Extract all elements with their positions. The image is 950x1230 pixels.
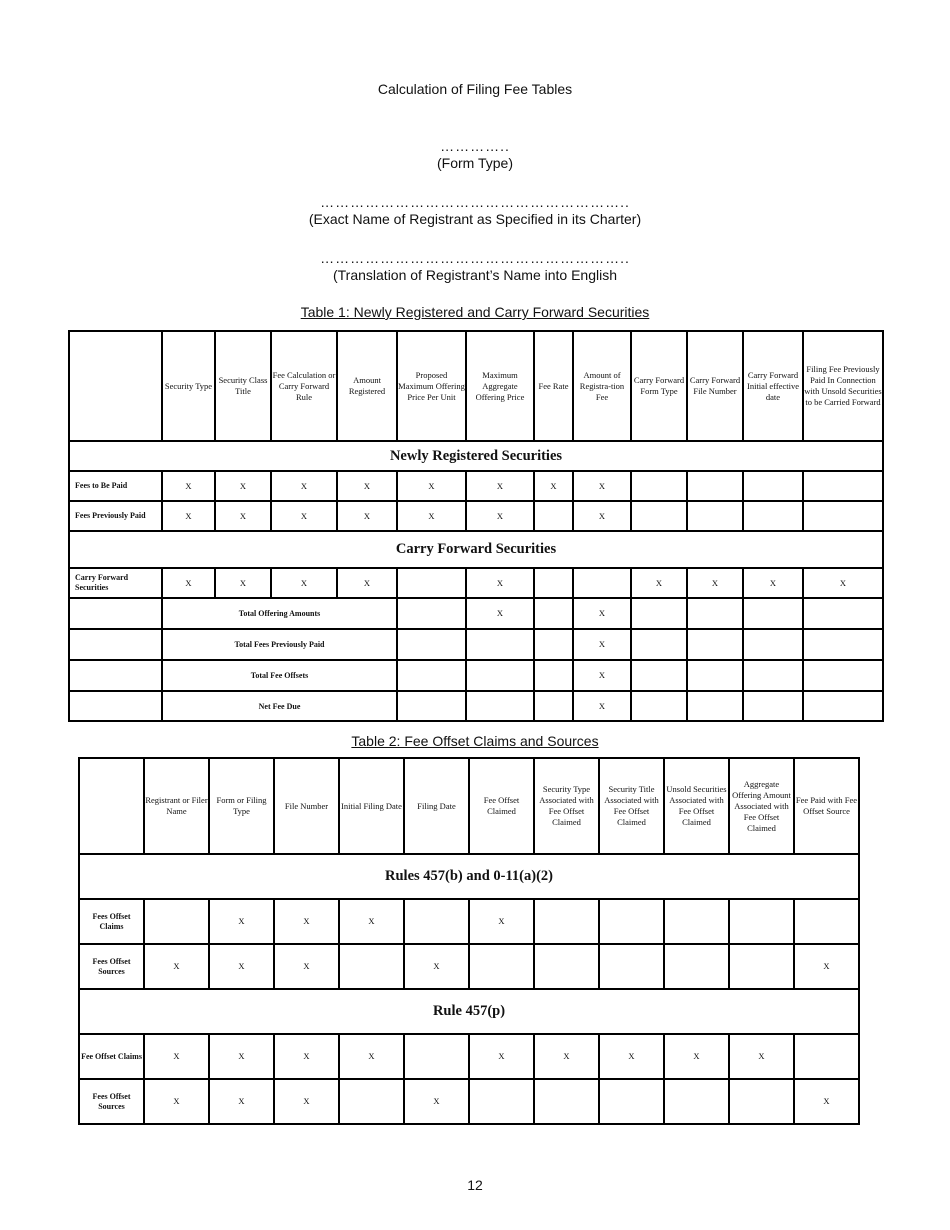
table2-header-cell: Unsold Securities Associated with Fee Offset Claimed (664, 758, 729, 854)
table1-header-cell (69, 331, 162, 441)
table1-header-cell: Carry Forward File Number (687, 331, 743, 441)
table-row (69, 568, 883, 598)
table-cell (534, 568, 573, 598)
table-cell: X (339, 1034, 404, 1079)
table-cell: X (466, 471, 534, 501)
table1-header-cell: Fee Calculation or Carry Forward Rule (271, 331, 337, 441)
total-label: Total Fees Previously Paid (162, 629, 397, 660)
table-cell: X (215, 501, 271, 531)
table-cell (404, 1034, 469, 1079)
table-cell: X (803, 568, 883, 598)
table-cell (534, 501, 573, 531)
table-cell: X (271, 501, 337, 531)
total-label: Total Offering Amounts (162, 598, 397, 629)
row-label: Fees Offset Claims (79, 899, 144, 944)
table-row (79, 1079, 859, 1124)
table-cell: X (743, 568, 803, 598)
table-cell (803, 471, 883, 501)
table2-header-row (79, 758, 859, 854)
table-cell: X (466, 598, 534, 629)
table-cell: X (687, 568, 743, 598)
table-cell: X (144, 1034, 209, 1079)
table-cell: X (162, 568, 215, 598)
table-cell (803, 660, 883, 691)
form-type-label: (Form Type) (437, 155, 513, 171)
table-cell (687, 501, 743, 531)
table-cell (397, 660, 466, 691)
table-cell: X (209, 1079, 274, 1124)
table-cell (687, 629, 743, 660)
table-cell (803, 501, 883, 531)
table-cell (803, 691, 883, 721)
table-cell (687, 471, 743, 501)
table-cell: X (794, 1079, 859, 1124)
total-row (69, 629, 883, 660)
table-cell: X (534, 1034, 599, 1079)
table-cell: X (599, 1034, 664, 1079)
table2-header-cell: Registrant or Filer Name (144, 758, 209, 854)
table-cell (534, 899, 599, 944)
table-cell: X (337, 568, 397, 598)
table-row (69, 471, 883, 501)
table-cell: X (404, 944, 469, 989)
table-cell: X (664, 1034, 729, 1079)
table-cell: X (271, 568, 337, 598)
table-cell: X (337, 471, 397, 501)
page-title: Calculation of Filing Fee Tables (377, 81, 573, 97)
table-cell (534, 629, 573, 660)
translation-label: (Translation of Registrant’s Name into English (332, 267, 618, 283)
table-cell (803, 598, 883, 629)
table-cell: X (271, 471, 337, 501)
table-cell: X (209, 1034, 274, 1079)
table-cell: X (466, 568, 534, 598)
table-cell: X (209, 899, 274, 944)
table1-header-cell: Security Class Title (215, 331, 271, 441)
table-cell (339, 944, 404, 989)
table-cell: X (274, 899, 339, 944)
table-cell: X (339, 899, 404, 944)
table-cell (631, 660, 687, 691)
table-cell: X (469, 1034, 534, 1079)
table-cell (743, 691, 803, 721)
table-cell (631, 598, 687, 629)
table1-header-cell: Proposed Maximum Offering Price Per Unit (397, 331, 466, 441)
total-label: Total Fee Offsets (162, 660, 397, 691)
row-label: Carry Forward Securities (69, 568, 162, 598)
table-cell (144, 899, 209, 944)
translation-blank: …………………………………………………….. (320, 250, 630, 266)
row-label: Fees Offset Sources (79, 944, 144, 989)
table1-header-cell: Filing Fee Previously Paid In Connection with Unsold Securities to be Carried Forward (803, 331, 883, 441)
total-row (69, 660, 883, 691)
table1-header-cell: Maximum Aggregate Offering Price (466, 331, 534, 441)
section-carry-forward: Carry Forward Securities (69, 531, 883, 568)
table-cell: X (573, 501, 631, 531)
table1-header-cell: Security Type (162, 331, 215, 441)
table-cell (469, 944, 534, 989)
table-cell: X (397, 501, 466, 531)
table-cell (794, 899, 859, 944)
table-cell (687, 691, 743, 721)
table2 (78, 757, 860, 1125)
table1-header-row (69, 331, 883, 441)
table-cell (743, 598, 803, 629)
table-cell: X (274, 944, 339, 989)
table-cell (729, 899, 794, 944)
table-cell: X (397, 471, 466, 501)
table-cell (729, 944, 794, 989)
table-cell (534, 1079, 599, 1124)
total-label: Net Fee Due (162, 691, 397, 721)
table-cell: X (215, 568, 271, 598)
table-cell (397, 598, 466, 629)
table-cell (534, 598, 573, 629)
table-cell (631, 501, 687, 531)
table-cell (631, 471, 687, 501)
table-cell: X (573, 471, 631, 501)
table2-header-cell: Form or Filing Type (209, 758, 274, 854)
table-cell (687, 660, 743, 691)
table-cell (631, 691, 687, 721)
table-cell: X (162, 471, 215, 501)
row-label: Fees to Be Paid (69, 471, 162, 501)
table2-header-cell: Fee Offset Claimed (469, 758, 534, 854)
table-cell (664, 899, 729, 944)
table1-header-cell: Amount of Registra-tion Fee (573, 331, 631, 441)
table-cell (466, 660, 534, 691)
table-cell: X (573, 598, 631, 629)
table2-header-cell: Security Title Associated with Fee Offset Claimed (599, 758, 664, 854)
table-cell (599, 1079, 664, 1124)
table-cell (397, 691, 466, 721)
table-cell: X (274, 1079, 339, 1124)
table-cell: X (162, 501, 215, 531)
table-cell (69, 629, 162, 660)
table-cell (743, 471, 803, 501)
section-rules-457b: Rules 457(b) and 0-11(a)(2) (79, 854, 859, 899)
row-label: Fees Previously Paid (69, 501, 162, 531)
table-cell: X (631, 568, 687, 598)
table-cell: X (404, 1079, 469, 1124)
table-cell (534, 944, 599, 989)
table-cell: X (337, 501, 397, 531)
table-row (69, 501, 883, 531)
table1-header-cell: Amount Registered (337, 331, 397, 441)
table-cell (466, 691, 534, 721)
total-row (69, 598, 883, 629)
table-cell (69, 598, 162, 629)
table-cell (339, 1079, 404, 1124)
table-cell: X (729, 1034, 794, 1079)
table1-caption: Table 1: Newly Registered and Carry Forward Securities (300, 304, 650, 320)
table-cell (404, 899, 469, 944)
row-label: Fees Offset Sources (79, 1079, 144, 1124)
table2-header-cell: File Number (274, 758, 339, 854)
table1-header-cell: Carry Forward Initial effective date (743, 331, 803, 441)
table-cell (573, 568, 631, 598)
table-cell (534, 660, 573, 691)
table-cell: X (209, 944, 274, 989)
table2-header-cell: Initial Filing Date (339, 758, 404, 854)
table-cell (466, 629, 534, 660)
table-cell (794, 1034, 859, 1079)
table-cell: X (469, 899, 534, 944)
table1-header-cell: Fee Rate (534, 331, 573, 441)
table-cell (69, 691, 162, 721)
row-label: Fee Offset Claims (79, 1034, 144, 1079)
table-cell (803, 629, 883, 660)
table-cell (469, 1079, 534, 1124)
table-cell: X (534, 471, 573, 501)
table2-header-cell: Fee Paid with Fee Offset Source (794, 758, 859, 854)
registrant-name-blank: …………………………………………………….. (320, 194, 630, 210)
table-cell: X (144, 1079, 209, 1124)
table-cell (599, 944, 664, 989)
table2-header-cell: Filing Date (404, 758, 469, 854)
table-cell: X (794, 944, 859, 989)
table-row (79, 1034, 859, 1079)
table-cell (664, 944, 729, 989)
table-cell: X (573, 629, 631, 660)
table2-header-cell (79, 758, 144, 854)
section-newly-registered: Newly Registered Securities (69, 441, 883, 471)
table2-header-cell: Aggregate Offering Amount Associated with Fee Offset Claimed (729, 758, 794, 854)
table-cell: X (573, 660, 631, 691)
page-number: 12 (467, 1177, 483, 1193)
form-type-blank: ………….. (440, 138, 510, 154)
table-cell (397, 629, 466, 660)
table-row (79, 899, 859, 944)
table1 (68, 330, 884, 722)
table-cell (687, 598, 743, 629)
table-cell (664, 1079, 729, 1124)
table-cell: X (466, 501, 534, 531)
table-cell (599, 899, 664, 944)
table1-header-cell: Carry Forward Form Type (631, 331, 687, 441)
section-rule-457p: Rule 457(p) (79, 989, 859, 1034)
table-cell: X (144, 944, 209, 989)
table-cell (631, 629, 687, 660)
table-cell: X (274, 1034, 339, 1079)
table2-header-cell: Security Type Associated with Fee Offset Claimed (534, 758, 599, 854)
table-cell (534, 691, 573, 721)
table2-caption: Table 2: Fee Offset Claims and Sources (351, 733, 599, 749)
table-cell: X (573, 691, 631, 721)
table-cell (743, 629, 803, 660)
table-cell (729, 1079, 794, 1124)
table-cell (69, 660, 162, 691)
table-cell: X (215, 471, 271, 501)
table-row (79, 944, 859, 989)
registrant-name-label: (Exact Name of Registrant as Specified in its Charter) (308, 211, 642, 227)
table-cell (397, 568, 466, 598)
table-cell (743, 660, 803, 691)
table-cell (743, 501, 803, 531)
total-row (69, 691, 883, 721)
